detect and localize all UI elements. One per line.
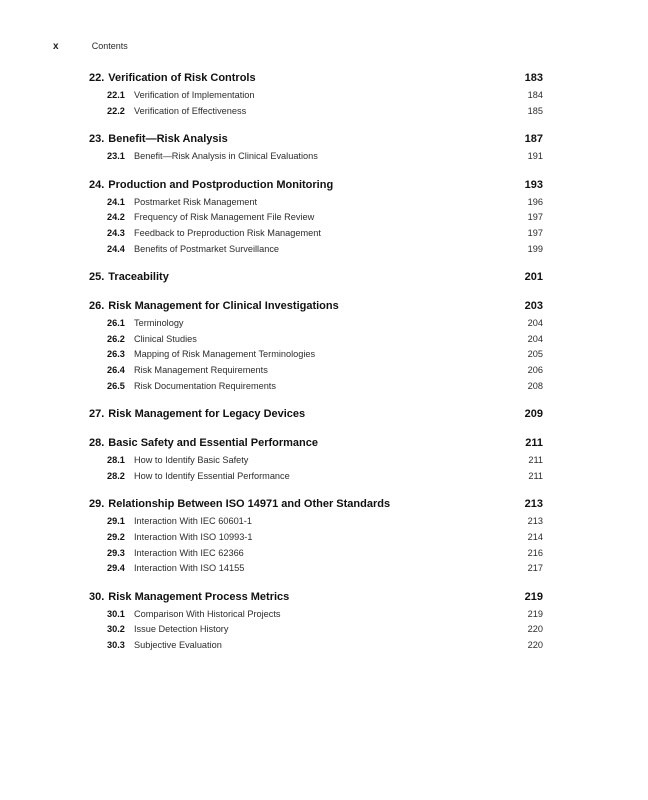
chapter-page: 213 bbox=[524, 498, 543, 511]
toc-section-entry[interactable] bbox=[89, 563, 543, 579]
section-title: Interaction With ISO 10993-1 bbox=[134, 531, 253, 542]
chapter-page: 209 bbox=[524, 408, 543, 421]
section-page: 211 bbox=[528, 470, 543, 481]
section-num: 28.2 bbox=[107, 470, 125, 481]
toc-chapter-entry[interactable] bbox=[89, 179, 543, 196]
toc-section-entry[interactable] bbox=[89, 318, 543, 334]
section-num: 30.1 bbox=[107, 608, 125, 619]
section-page: 197 bbox=[527, 212, 543, 223]
toc-section-entry[interactable] bbox=[89, 228, 543, 244]
chapter-num: 26. bbox=[89, 300, 105, 313]
section-page: 197 bbox=[527, 227, 543, 238]
toc-section-entry[interactable] bbox=[89, 455, 543, 471]
toc-chapter bbox=[89, 271, 543, 288]
chapter-num: 27. bbox=[89, 408, 105, 421]
section-page: 196 bbox=[527, 196, 543, 207]
section-page: 206 bbox=[527, 364, 543, 375]
section-title: Postmarket Risk Management bbox=[134, 196, 258, 207]
section-num: 29.2 bbox=[107, 531, 125, 542]
section-page: 220 bbox=[527, 639, 543, 650]
toc-section-entry[interactable] bbox=[89, 516, 543, 532]
chapter-title: Verification of Risk Controls bbox=[108, 72, 256, 84]
section-title: Subjective Evaluation bbox=[134, 639, 222, 650]
chapter-num: 28. bbox=[89, 437, 105, 450]
toc-section-entry[interactable] bbox=[89, 532, 543, 548]
toc-section-entry[interactable] bbox=[89, 244, 543, 260]
chapter-num: 30. bbox=[89, 590, 105, 603]
toc-section-entry[interactable] bbox=[89, 471, 543, 487]
section-title: Mapping of Risk Management Terminologies bbox=[134, 349, 316, 360]
section-num: 24.4 bbox=[107, 243, 125, 254]
chapter-page: 187 bbox=[524, 133, 543, 146]
section-num: 29.3 bbox=[107, 547, 125, 558]
toc-section-entry[interactable] bbox=[89, 640, 543, 656]
section-num: 26.1 bbox=[107, 318, 125, 329]
section-page: 208 bbox=[527, 380, 543, 391]
toc-section-entry[interactable] bbox=[89, 212, 543, 228]
section-title: Benefit—Risk Analysis in Clinical Evaluations bbox=[134, 151, 318, 162]
chapter-page: 219 bbox=[524, 590, 543, 603]
section-num: 24.3 bbox=[107, 227, 125, 238]
toc-section-entry[interactable] bbox=[89, 197, 543, 213]
section-page: 211 bbox=[528, 455, 543, 466]
toc-section-entry[interactable] bbox=[89, 349, 543, 365]
chapter-page: 183 bbox=[524, 72, 543, 84]
chapter-title: Risk Management for Clinical Investigations bbox=[108, 300, 339, 313]
toc-chapter-entry[interactable] bbox=[89, 271, 543, 288]
toc-chapter bbox=[89, 591, 543, 656]
section-num: 28.1 bbox=[107, 455, 125, 466]
toc-chapter bbox=[89, 133, 543, 167]
chapter-title: Risk Management Process Metrics bbox=[108, 590, 290, 603]
page-folio: x bbox=[53, 41, 59, 52]
section-title: Feedback to Preproduction Risk Management bbox=[134, 227, 321, 238]
section-page: 216 bbox=[527, 547, 543, 558]
toc-chapter-entry[interactable] bbox=[89, 300, 543, 317]
section-title: Clinical Studies bbox=[134, 333, 197, 344]
chapter-num: 29. bbox=[89, 498, 105, 511]
section-num: 22.2 bbox=[107, 105, 125, 116]
chapter-title: Basic Safety and Essential Performance bbox=[108, 437, 319, 450]
running-head bbox=[53, 41, 128, 53]
section-title: How to Identify Basic Safety bbox=[134, 455, 249, 466]
section-num: 22.1 bbox=[107, 90, 125, 100]
section-page: 205 bbox=[527, 349, 543, 360]
section-num: 30.2 bbox=[107, 624, 125, 635]
section-page: 219 bbox=[527, 608, 543, 619]
chapter-page: 201 bbox=[524, 271, 543, 284]
toc-chapter bbox=[89, 408, 543, 425]
toc-section-entry[interactable] bbox=[89, 334, 543, 350]
toc-chapter-entry[interactable] bbox=[89, 498, 543, 515]
section-num: 23.1 bbox=[107, 151, 125, 162]
section-num: 26.4 bbox=[107, 364, 125, 375]
table-of-contents bbox=[89, 72, 543, 667]
toc-chapter bbox=[89, 437, 543, 486]
section-page: 214 bbox=[527, 531, 543, 542]
toc-chapter-entry[interactable] bbox=[89, 72, 543, 89]
section-title: Interaction With IEC 62366 bbox=[134, 547, 244, 558]
section-title: Interaction With ISO 14155 bbox=[134, 563, 245, 574]
section-num: 29.1 bbox=[107, 516, 125, 527]
section-title: Verification of Effectiveness bbox=[134, 105, 247, 116]
chapter-page: 193 bbox=[524, 178, 543, 191]
section-title: Issue Detection History bbox=[134, 624, 229, 635]
toc-section-entry[interactable] bbox=[89, 365, 543, 381]
section-page: 217 bbox=[527, 563, 543, 574]
chapter-title: Production and Postproduction Monitoring bbox=[108, 178, 334, 191]
running-head-title: Contents bbox=[91, 41, 128, 51]
toc-chapter bbox=[89, 72, 543, 121]
toc-chapter-entry[interactable] bbox=[89, 437, 543, 454]
toc-section-entry[interactable] bbox=[89, 90, 543, 106]
section-title: How to Identify Essential Performance bbox=[134, 470, 290, 481]
section-num: 24.1 bbox=[107, 196, 125, 207]
section-page: 204 bbox=[527, 333, 543, 344]
chapter-page: 211 bbox=[525, 437, 543, 450]
section-page: 184 bbox=[527, 90, 543, 100]
section-title: Comparison With Historical Projects bbox=[134, 608, 281, 619]
section-page: 204 bbox=[527, 318, 543, 329]
section-page: 213 bbox=[527, 516, 543, 527]
toc-chapter bbox=[89, 498, 543, 578]
toc-chapter-entry[interactable] bbox=[89, 408, 543, 425]
section-title: Frequency of Risk Management File Review bbox=[134, 212, 315, 223]
section-num: 26.3 bbox=[107, 349, 125, 360]
section-num: 29.4 bbox=[107, 563, 125, 574]
section-page: 220 bbox=[527, 624, 543, 635]
toc-chapter-entry[interactable] bbox=[89, 591, 543, 608]
toc-section-entry[interactable] bbox=[89, 609, 543, 625]
section-title: Verification of Implementation bbox=[134, 90, 255, 100]
toc-section-entry[interactable] bbox=[89, 548, 543, 564]
toc-section-entry[interactable] bbox=[89, 151, 543, 167]
chapter-title: Benefit—Risk Analysis bbox=[108, 133, 228, 146]
section-page: 185 bbox=[527, 105, 543, 116]
toc-chapter bbox=[89, 179, 543, 259]
section-title: Terminology bbox=[134, 318, 184, 329]
toc-section-entry[interactable] bbox=[89, 624, 543, 640]
toc-section-entry[interactable] bbox=[89, 106, 543, 122]
toc-section-entry[interactable] bbox=[89, 381, 543, 397]
section-num: 26.2 bbox=[107, 333, 125, 344]
section-num: 26.5 bbox=[107, 380, 125, 391]
section-num: 30.3 bbox=[107, 639, 125, 650]
section-title: Risk Documentation Requirements bbox=[134, 380, 276, 391]
chapter-title: Relationship Between ISO 14971 and Other Standards bbox=[108, 498, 391, 511]
chapter-num: 25. bbox=[89, 271, 105, 284]
toc-chapter bbox=[89, 300, 543, 396]
chapter-title: Traceability bbox=[108, 271, 169, 284]
section-num: 24.2 bbox=[107, 212, 125, 223]
chapter-title: Risk Management for Legacy Devices bbox=[108, 408, 306, 421]
section-page: 191 bbox=[527, 151, 543, 162]
section-page: 199 bbox=[527, 243, 543, 254]
section-title: Benefits of Postmarket Surveillance bbox=[134, 243, 280, 254]
section-title: Interaction With IEC 60601-1 bbox=[134, 516, 252, 527]
chapter-num: 24. bbox=[89, 178, 105, 191]
section-title: Risk Management Requirements bbox=[134, 364, 268, 375]
chapter-page: 203 bbox=[524, 300, 543, 313]
chapter-num: 22. bbox=[89, 72, 105, 84]
toc-chapter-entry[interactable] bbox=[89, 133, 543, 150]
chapter-num: 23. bbox=[89, 133, 105, 146]
